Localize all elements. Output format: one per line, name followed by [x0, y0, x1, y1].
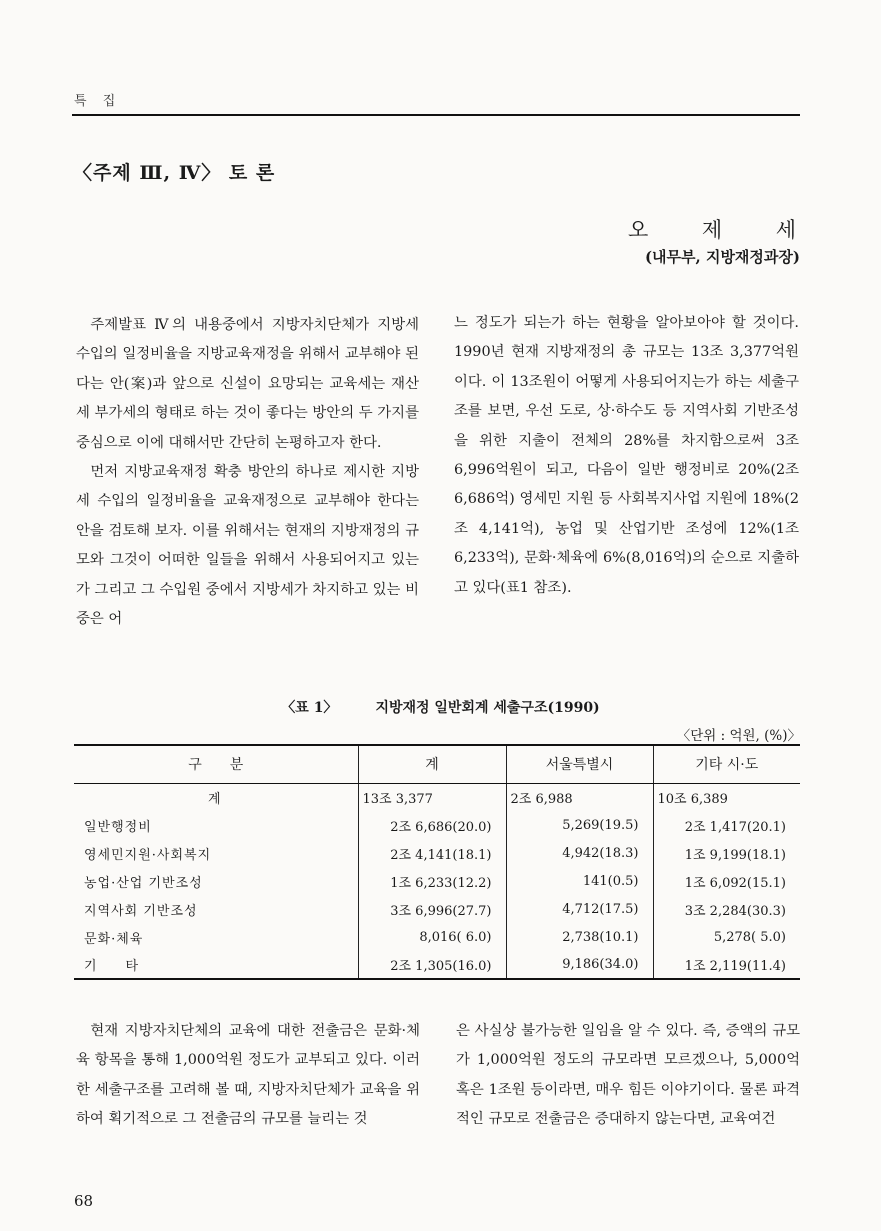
- row-label: 지역사회 기반조성: [84, 903, 198, 919]
- row-label: 문화·체육: [84, 931, 144, 947]
- row-label: 일반행정비: [84, 819, 152, 835]
- cell-total: 2조 1,305(16.0): [358, 951, 506, 979]
- author-affiliation: (내무부, 지방재정과장): [644, 248, 800, 266]
- row-label: 기 타: [74, 951, 358, 979]
- cell-seoul: 5,269(19.5): [506, 811, 653, 839]
- cell-seoul: 2조 6,988: [506, 783, 653, 811]
- table-unit: 〈단위 : 억원, (%)〉: [676, 728, 801, 744]
- header-rule: [72, 114, 800, 116]
- table-row: [74, 839, 800, 867]
- header-other-regions: 기타 시·도: [653, 745, 800, 783]
- author-char: 제: [701, 218, 723, 242]
- paragraph: 현재 지방자치단체의 교육에 대한 전출금은 문화·체육 항목을 통해 1,000억원 정도가 교부되고 있다. 이러한 세출구조를 고려해 볼 때, 지방자치단체가 교육을 위하여 획기적으로 그 전출금의 규모를 늘리는 것: [76, 1023, 420, 1128]
- author-char: 세: [775, 218, 796, 242]
- body-column-bottom-right: [456, 1017, 800, 1135]
- cell-other: 2조 1,417(20.1): [653, 811, 800, 839]
- table-header-row: [74, 745, 800, 783]
- table-row: [74, 951, 800, 979]
- author-name: [628, 214, 796, 244]
- header-seoul: 서울특별시: [506, 745, 653, 783]
- cell-total: 2조 6,686(20.0): [358, 811, 506, 839]
- paragraph: 은 사실상 불가능한 일임을 알 수 있다. 즉, 증액의 규모가 1,000억원 정도의 규모라면 모르겠으나, 5,000억 혹은 1조원 등이라면, 매우 힘든 이야기이다. 물론 파격적인 규모로 전출금은 증대하지 않는다면, 교육여건: [456, 1023, 800, 1128]
- expenditure-table: [74, 744, 800, 980]
- row-label: 계: [207, 791, 222, 807]
- table-caption: [0, 697, 881, 717]
- row-label: 농업·산업 기반조성: [84, 875, 203, 891]
- cell-total: 3조 6,996(27.7): [358, 895, 506, 923]
- cell-other: 3조 2,284(30.3): [653, 895, 800, 923]
- header-category: 구 분: [74, 745, 358, 783]
- table-row: [74, 811, 800, 839]
- header-total: 계: [358, 745, 506, 783]
- table-row: [74, 783, 800, 811]
- cell-other: 10조 6,389: [653, 783, 800, 811]
- cell-seoul: 141(0.5): [506, 867, 653, 895]
- author-char: 오: [628, 218, 649, 242]
- cell-other: 5,278( 5.0): [653, 923, 800, 951]
- cell-seoul: 2,738(10.1): [506, 923, 653, 951]
- table-caption-title: 지방재정 일반회계 세출구조(1990): [375, 700, 600, 716]
- body-column-bottom-left: [76, 1017, 420, 1135]
- section-label: 특 집: [74, 94, 122, 109]
- table-caption-number: 〈표 1〉: [281, 700, 338, 716]
- cell-total: 13조 3,377: [358, 783, 506, 811]
- body-column-top-right: [454, 309, 799, 603]
- cell-other: 1조 2,119(11.4): [653, 951, 800, 979]
- cell-seoul: 9,186(34.0): [506, 951, 653, 979]
- table-row: [74, 895, 800, 923]
- row-label: 영세민지원·사회복지: [84, 847, 212, 863]
- cell-total: 2조 4,141(18.1): [358, 839, 506, 867]
- paragraph: 주제발표 Ⅳ의 내용중에서 지방자치단체가 지방세 수입의 일정비율을 지방교육재정을 위해서 교부해야 된다는 안(案)과 앞으로 신설이 요망되는 교육세는 재산세 부가세의 형태로 하는 것이 좋다는 방안의 두 가지를 중심으로 이에 대해서만 간단히 논평하고자 한다.: [76, 317, 419, 451]
- article-title: 〈주제 Ⅲ, Ⅳ〉 토 론: [73, 162, 276, 184]
- cell-seoul: 4,942(18.3): [506, 839, 653, 867]
- page-number: 68: [74, 1192, 94, 1210]
- body-column-top-left: [76, 311, 419, 634]
- table-row: [74, 923, 800, 951]
- paragraph: 먼저 지방교육재정 확충 방안의 하나로 제시한 지방세 수입의 일정비율을 교육재정으로 교부해야 한다는 안을 검토해 보자. 이를 위해서는 현재의 지방재정의 규모와 그것이 어떠한 일들을 위해서 사용되어지고 있는가 그리고 그 수입원 중에서 지방세가 차지하고 있는 비중은 어: [76, 464, 419, 628]
- cell-seoul: 4,712(17.5): [506, 895, 653, 923]
- paragraph: 느 정도가 되는가 하는 현황을 알아보아야 할 것이다. 1990년 현재 지방재정의 총 규모는 13조 3,377억원이다. 이 13조원이 어떻게 사용되어지는가 하는 세출구조를 보면, 우선 도로, 상·하수도 등 지역사회 기반조성을 위한 지출이 전체의 28%를 차지함으로써 3조 6,996억원이 되고, 다음이 일반 행정비로 20%(2조 6,686억) 영세민 지원 등 사회복지사업 지원에 18%(2조 4,141억), 농업 및 산업기반 조성에 12%(1조 6,233억), 문화·체육에 6%(8,016억)의 순으로 지출하고 있다(표1 참조).: [454, 315, 799, 596]
- cell-other: 1조 6,092(15.1): [653, 867, 800, 895]
- cell-other: 1조 9,199(18.1): [653, 839, 800, 867]
- cell-total: 8,016( 6.0): [358, 923, 506, 951]
- cell-total: 1조 6,233(12.2): [358, 867, 506, 895]
- table-row: [74, 867, 800, 895]
